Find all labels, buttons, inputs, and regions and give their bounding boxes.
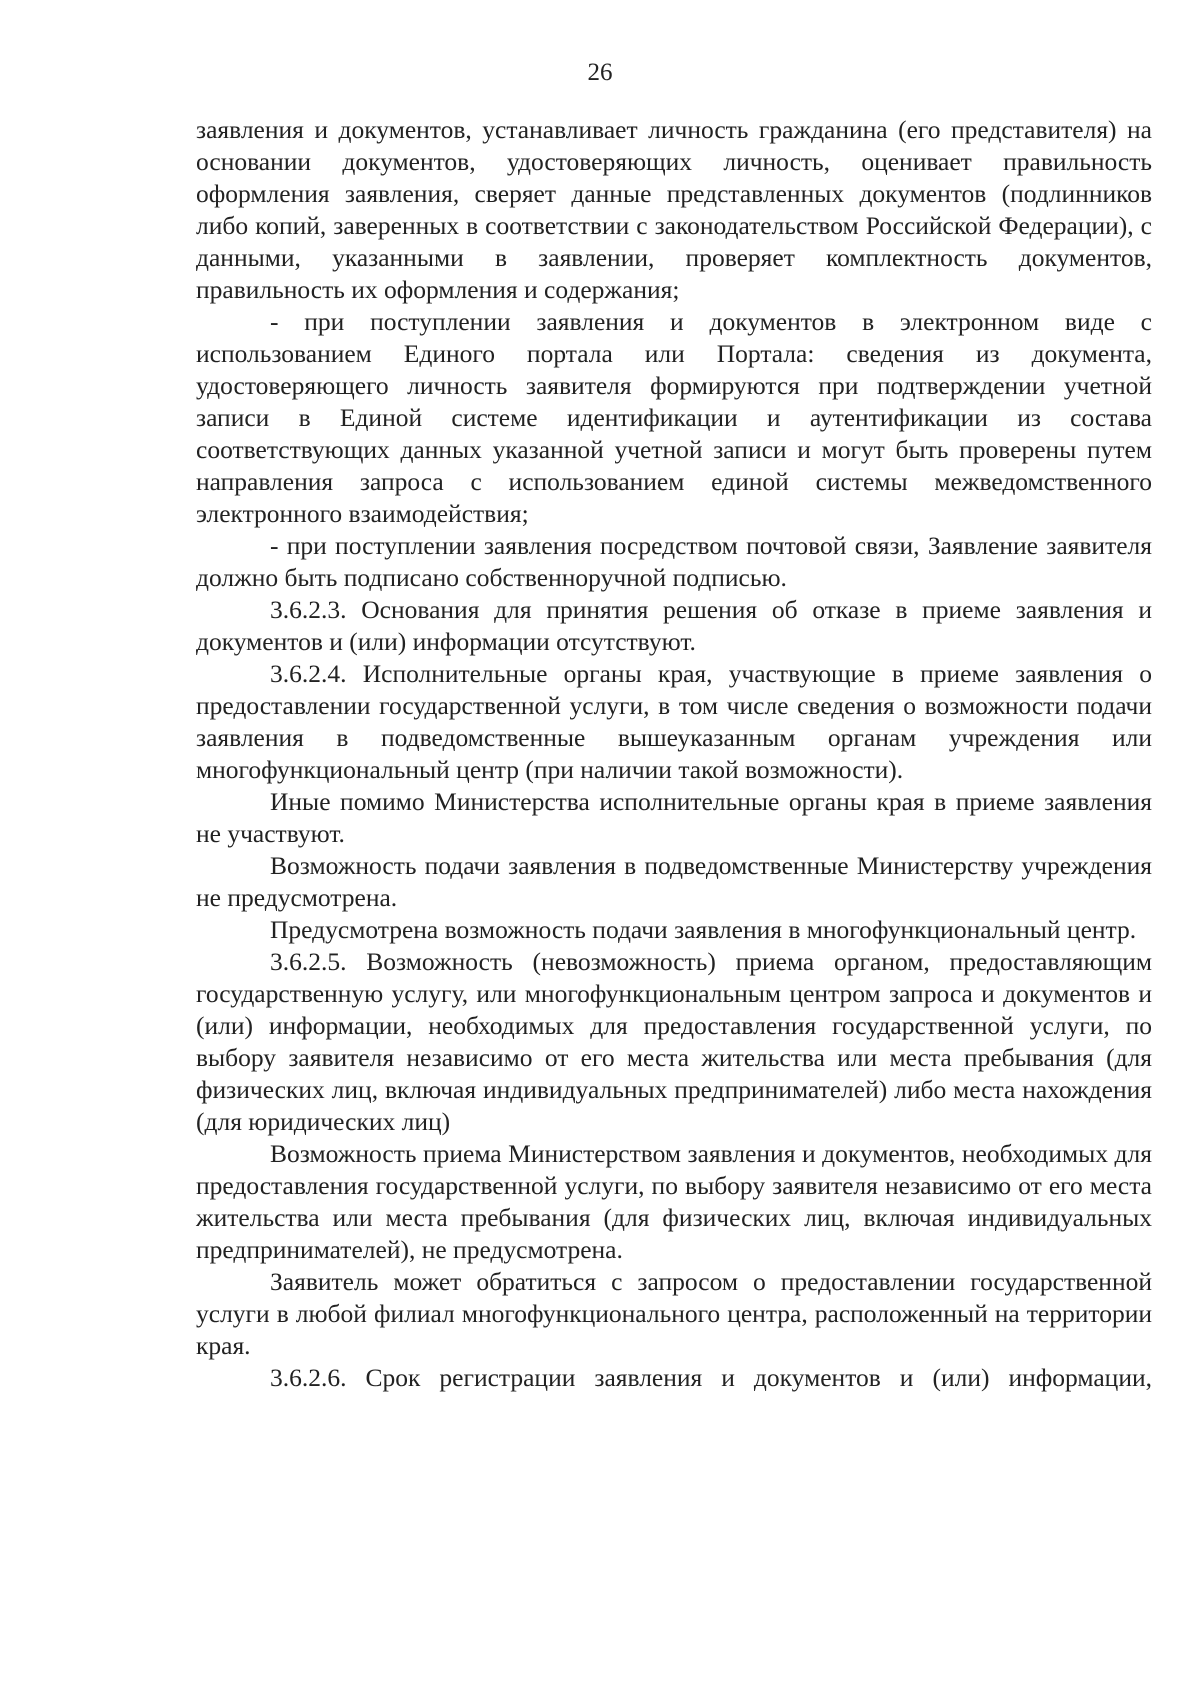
paragraph-3-6-2-5: 3.6.2.5. Возможность (невозможность) приема органом, предоставляющим государственную услугу, или многофункциональным центром запроса и документов и (или) информации, необходимых для предоставления государственной услуги, по выбору заявителя независимо от его места жительства или места пребывания (для физических лиц, включая индивидуальных предпринимателей) либо места нахождения (для юридических лиц) — [196, 947, 1152, 1136]
paragraph-electronic-submission: - при поступлении заявления и документов в электронном виде с использованием Единого портала или Портала: сведения из документа, удостоверяющего личность заявителя формируются при подтверждении учетной записи в Единой системе идентификации и аутентификации из состава соответствующих данных указанной учетной записи и могут быть проверены путем направления запроса с использованием единой системы межведомственного электронного взаимодействия; — [196, 307, 1152, 528]
paragraph-3-6-2-6: 3.6.2.6. Срок регистрации заявления и документов и (или) информации, — [270, 1363, 1152, 1392]
page-number: 26 — [587, 59, 613, 86]
paragraph-3-6-2-4: 3.6.2.4. Исполнительные органы края, участвующие в приеме заявления о предоставлении государственной услуги, в том числе сведения о возможности подачи заявления в подведомственные вышеуказанным органам учреждения или многофункциональный центр (при наличии такой возможности). — [196, 659, 1152, 784]
paragraph-identity-check: заявления и документов, устанавливает личность гражданина (его представителя) на основании документов, удостоверяющих личность, оценивает правильность оформления заявления, сверяет данные представленных документов (подлинников либо копий, заверенных в соответствии с законодательством Российской Федерации), с данными, указанными в заявлении, проверяет комплектность документов, правильность их оформления и содержания; — [196, 115, 1152, 304]
paragraph-3-6-2-3: 3.6.2.3. Основания для принятия решения об отказе в приеме заявления и документов и (или) информации отсутствуют. — [196, 595, 1152, 656]
paragraph-other-organs: Иные помимо Министерства исполнительные органы края в приеме заявления не участвуют. — [196, 787, 1152, 848]
paragraph-subordinate-institutions: Возможность подачи заявления в подведомственные Министерству учреждения не предусмотрена. — [196, 851, 1152, 912]
paragraph-postal-submission: - при поступлении заявления посредством почтовой связи, Заявление заявителя должно быть подписано собственноручной подписью. — [196, 531, 1152, 592]
paragraph-mfc-possibility: Предусмотрена возможность подачи заявления в многофункциональный центр. — [270, 915, 1137, 944]
document-body — [196, 114, 1152, 1394]
paragraph-ministry-extraterritorial: Возможность приема Министерством заявления и документов, необходимых для предоставления государственной услуги, по выбору заявителя независимо от его места жительства или места пребывания (для физических лиц, включая индивидуальных предпринимателей), не предусмотрена. — [196, 1139, 1152, 1264]
paragraph-any-mfc-branch: Заявитель может обратиться с запросом о предоставлении государственной услуги в любой филиал многофункционального центра, расположенный на территории края. — [196, 1267, 1152, 1360]
